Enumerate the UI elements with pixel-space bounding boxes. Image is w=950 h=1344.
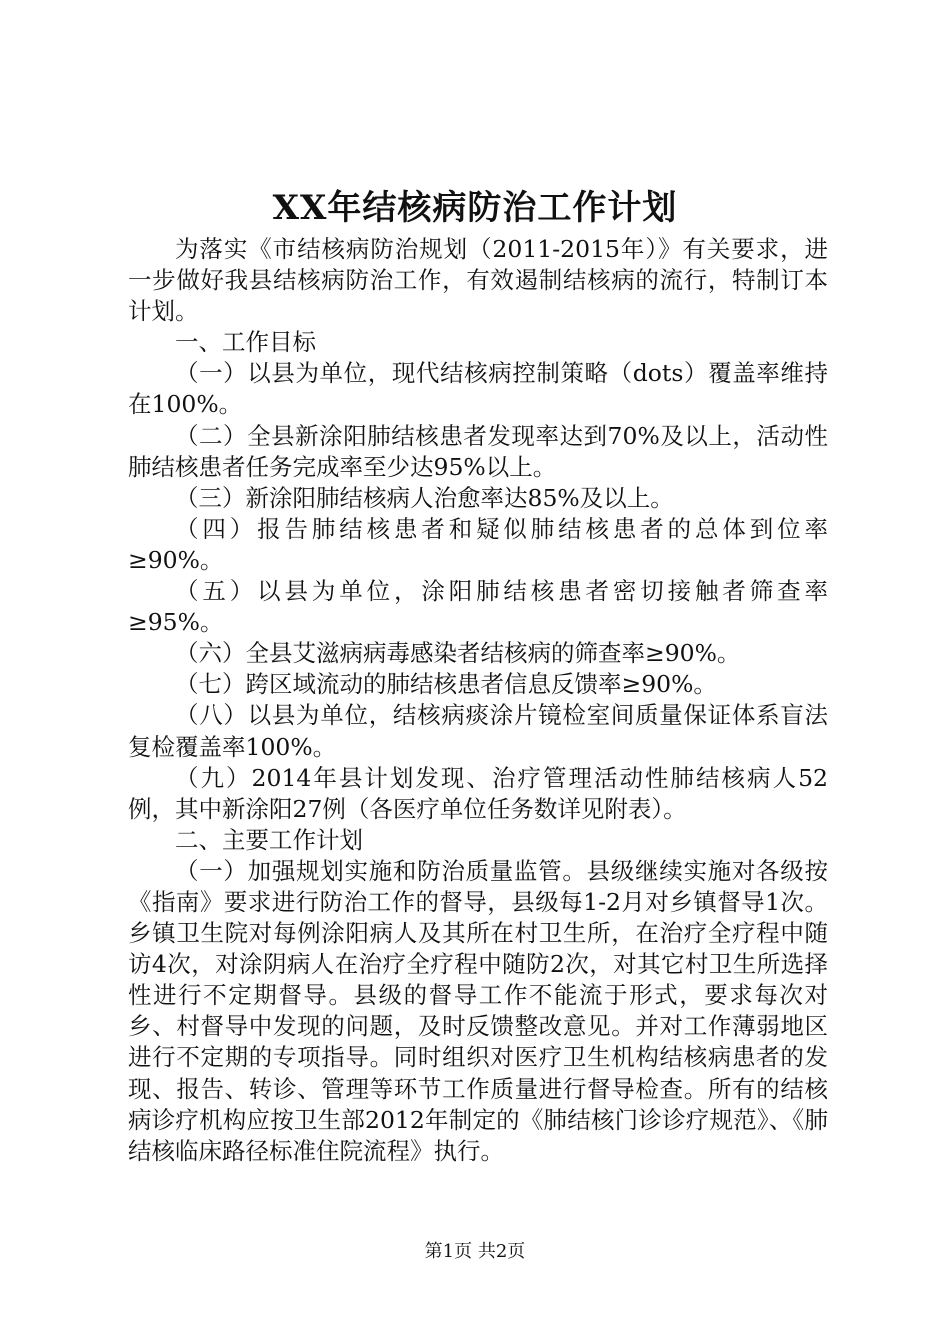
plan-paragraph: （一）加强规划实施和防治质量监管。县级继续实施对各级按《指南》要求进行防治工作的督导，县级每1-2月对乡镇督导1次。乡镇卫生院对每例涂阳病人及其所在村卫生所，在治疗全疗程中随访4次，对涂阴病人在治疗全疗程中随防2次，对其它村卫生所选择性进行不定期督导。县级的督导工作不能流于形式，要求每次对乡、村督导中发现的问题，及时反馈整改意见。并对工作薄弱地区进行不定期的专项指导。同时组织对医疗卫生机构结核病患者的发现、报告、转诊、管理等环节工作质量进行督导检查。所有的结核病诊疗机构应按卫生部2012年制定的《肺结核门诊诊疗规范》、《肺结核临床路径标准住院流程》执行。 bbox=[128, 856, 828, 1165]
document-body bbox=[128, 234, 828, 1167]
goal-item: （二）全县新涂阳肺结核患者发现率达到70%及以上，活动性肺结核患者任务完成率至少达95%以上。 bbox=[128, 421, 828, 481]
section-heading-plan: 二、主要工作计划 bbox=[175, 825, 363, 854]
goal-item: （九）2014年县计划发现、治疗管理活动性肺结核病人52例，其中新涂阳27例（各医疗单位任务数详见附表）。 bbox=[128, 763, 828, 823]
page-footer: 第1页 共2页 bbox=[424, 1241, 526, 1262]
goal-item: （三）新涂阳肺结核病人治愈率达85%及以上。 bbox=[175, 483, 674, 512]
document-title: XX年结核病防治工作计划 bbox=[272, 188, 678, 228]
goal-item: （八）以县为单位，结核病痰涂片镜检室间质量保证体系盲法复检覆盖率100%。 bbox=[128, 701, 828, 761]
goal-item: （一）以县为单位，现代结核病控制策略（dots）覆盖率维持在100%。 bbox=[128, 359, 828, 419]
goal-item: （四）报告肺结核患者和疑似肺结核患者的总体到位率≥90%。 bbox=[128, 514, 828, 574]
goal-item: （七）跨区域流动的肺结核患者信息反馈率≥90%。 bbox=[175, 670, 717, 699]
section-heading-goals: 一、工作目标 bbox=[175, 328, 316, 357]
intro-paragraph: 为落实《市结核病防治规划（2011-2015年）》有关要求，进一步做好我县结核病防治工作，有效遏制结核病的流行，特制订本计划。 bbox=[128, 235, 828, 326]
goal-item: （五）以县为单位，涂阳肺结核患者密切接触者筛查率≥95%。 bbox=[128, 577, 828, 637]
goal-item: （六）全县艾滋病病毒感染者结核病的筛查率≥90%。 bbox=[175, 639, 741, 668]
